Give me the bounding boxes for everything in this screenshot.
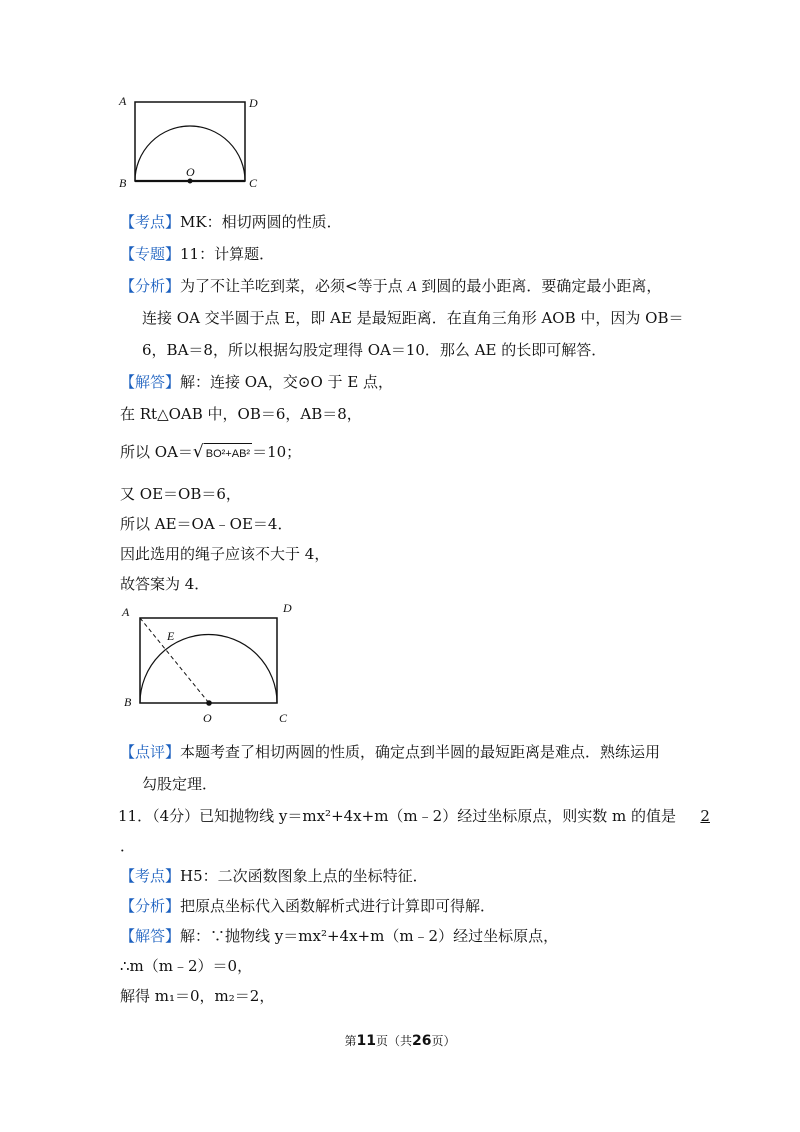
dianping-tag: 【点评】 [120,743,181,761]
fenxi-line-3: 6，BA＝8，所以根据勾股定理得 OA＝10．那么 AE 的长即可解答． [142,341,607,359]
fenxi-text-1a: 为了不让羊吃到菜，必须<等于点 [180,277,403,295]
q11-fenxi-line [120,896,495,916]
label-d: D [249,96,258,110]
fenxi-tag: 【分析】 [120,277,181,295]
sqrt-expression: √ BO²+AB² [192,442,251,462]
segment-oa [140,618,209,703]
label-d: D [283,601,292,615]
figure-semicircle-rectangle [115,92,265,192]
jieda-tag: 【解答】 [120,373,181,391]
question-11-stem [118,806,710,826]
question-11-period: ． [120,837,136,855]
question-11-text: 11．（4分）已知抛物线 y＝mx²+4x+m（m﹣2）经过坐标原点，则实数 m 的值是 [118,807,676,825]
q11-fenxi-text: 把原点坐标代入函数解析式进行计算即可得解． [180,897,496,915]
jieda-line-5: 所以 AE＝OA﹣OE＝4． [120,515,293,533]
dianping-line-2: 勾股定理． [142,775,218,793]
page-footer [0,1032,800,1049]
dianping-line-1 [120,742,660,762]
label-a: A [119,94,127,108]
jieda-line-6: 因此选用的绳子应该不大于 4， [120,545,330,563]
q11-jieda-line-1 [120,926,558,946]
fenxi-line-2: 连接 OA 交半圆于点 E，即 AE 是最短距离．在直角三角形 AOB 中，因为 OB＝ [142,309,684,327]
semicircle [140,635,277,704]
q11-jieda-line-3: 解得 m₁＝0，m₂＝2， [120,987,275,1005]
label-b: B [119,176,127,190]
q11-jieda-tag: 【解答】 [120,927,181,945]
footer-suffix: 页） [431,1034,456,1048]
jieda-line-2: 在 Rt△OAB 中，OB＝6，AB＝8， [120,405,362,423]
jieda-line-7: 故答案为 4． [120,575,210,593]
jieda-line-4: 又 OE＝OB＝6， [120,485,241,503]
label-o: O [203,711,212,723]
q11-jieda-line-2: ∴m（m﹣2）＝0， [120,957,253,975]
footer-middle: 页（共 [375,1034,412,1048]
label-c: C [279,711,288,723]
zhuanti-text: 11：计算题． [180,245,275,263]
figure-solution-diagram [115,598,305,723]
kaodian-line [120,212,342,232]
rectangle-abcd [140,618,277,703]
center-point-o [206,700,212,706]
center-point-o [188,179,193,184]
question-11-answer: 2 [700,807,710,825]
q11-jieda-text-1: 解：∵抛物线 y＝mx²+4x+m（m﹣2）经过坐标原点， [180,927,559,945]
q11-kaodian-line [120,866,428,886]
fenxi-point-a: A [407,279,417,295]
q11-fenxi-tag: 【分析】 [120,897,181,915]
dianping-text-1: 本题考查了相切两圆的性质，确定点到半圆的最短距离是难点．熟练运用 [180,743,661,761]
sqrt-radicand: BO²+AB² [204,443,252,464]
footer-prefix: 第 [344,1034,357,1048]
q11-kaodian-tag: 【考点】 [120,867,181,885]
label-b: B [124,695,132,709]
jieda-line-3 [120,442,301,464]
label-o: O [186,165,195,179]
q11-kaodian-text: H5：二次函数图象上点的坐标特征． [180,867,428,885]
zhuanti-line [120,244,274,264]
label-c: C [249,176,258,190]
kaodian-text: MK：相切两圆的性质． [180,213,342,231]
jieda-line-1 [120,372,393,392]
label-e: E [167,629,175,643]
footer-total-pages: 26 [412,1033,432,1049]
footer-page-number: 11 [356,1033,376,1049]
jieda-text-1: 解：连接 OA，交⊙O 于 E 点， [180,373,394,391]
fenxi-text-1c: 到圆的最小距离．要确定最小距离， [421,277,662,295]
label-a: A [122,605,130,619]
zhuanti-tag: 【专题】 [120,245,181,263]
jieda-text-3a: 所以 OA＝ [120,443,193,461]
kaodian-tag: 【考点】 [120,213,181,231]
fenxi-line-1 [120,276,661,297]
jieda-text-3b: ＝10； [252,443,302,461]
